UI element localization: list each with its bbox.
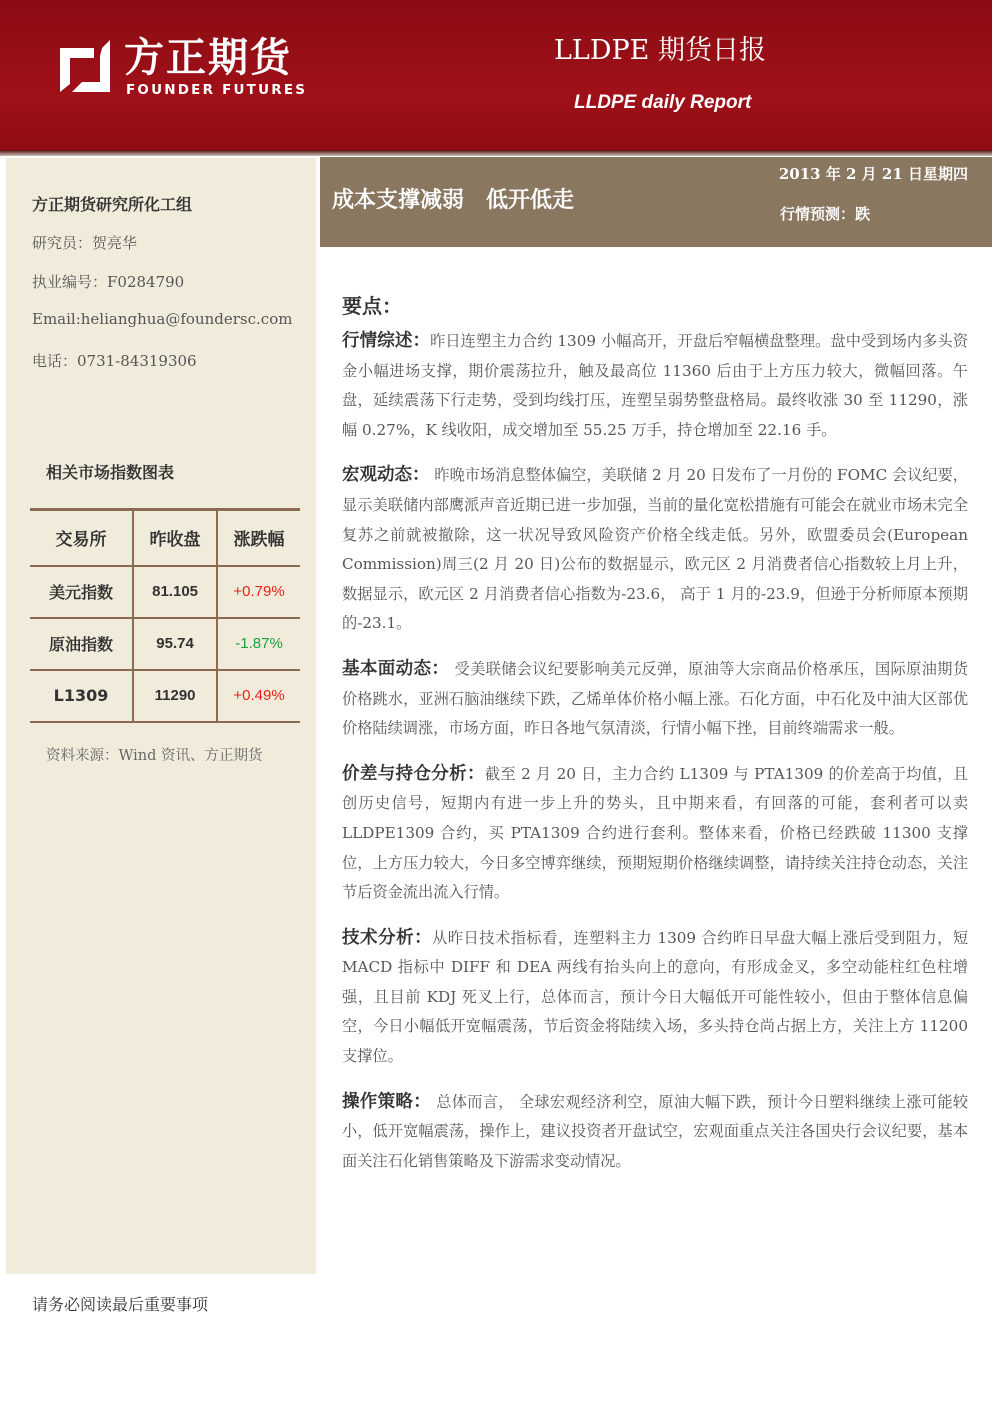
analyst-name: 研究员：贺亮华 [32,234,138,252]
index-change: -1.87% [235,635,283,652]
section-strategy [342,1088,968,1177]
market-index-title: 相关市场指数图表 [46,463,175,482]
table-row [30,566,300,618]
section-text: 受美联储会议纪要影响美元反弹，原油等大宗商品价格承压，国际原油期货价格跳水，亚洲石脑油继续下跌，乙烯单体价格小幅上涨。石化方面，中石化及中油大区部优价格陆续调涨，市场方面，昨日各地气氛清淡，行情小幅下挫，目前终端需求一般。 [342,659,969,738]
headline-part-2: 低开低走 [486,188,575,213]
section-technical [342,924,968,1072]
department-name: 方正期货研究所化工组 [32,195,193,214]
section-label: 操作策略： [342,1091,432,1112]
market-index-table [30,508,300,723]
founder-logo-icon [52,36,110,96]
market-forecast: 行情预测：跌 [780,205,871,223]
index-name: 原油指数 [30,618,133,670]
column-header: 涨跌幅 [233,530,285,551]
headline-band [320,157,992,247]
section-label: 基本面动态： [342,658,450,679]
section-text: 截至 2 月 20 日，主力合约 L1309 与 PTA1309 的价差高于均值，且创历史信号，短期内有进一步上升的势头，且中期来看，有回落的可能，套利者可以卖 LLDPE1309 合约，买 PTA1309 合约进行套利。整体来看，价格已经跌破 11300 支撑位，上方压力较大，今日多空博弈继续，预期短期价格继续调整，请持续关注持仓动态，关注节后资金流出流入行情。 [342,764,968,902]
index-close: 11290 [133,670,217,722]
logo-chinese-name: 方正期货 [124,35,292,81]
column-header: 昨收盘 [133,510,217,566]
table-header-row [30,510,300,566]
table-row [30,670,300,722]
disclaimer-notice: 请务必阅读最后重要事项 [32,1295,209,1314]
logo-english-name: FOUNDER FUTURES [126,82,308,98]
report-header [0,0,992,154]
index-close: 95.74 [133,618,217,670]
index-change: +0.79% [233,583,285,600]
header-divider [0,150,992,156]
analyst-email[interactable]: Email:helianghua@foundersc.com [32,310,293,328]
headline-part-1: 成本支撑减弱 [332,188,465,213]
column-header: 交易所 [30,510,133,566]
keypoints-heading: 要点： [342,294,402,318]
report-subtitle: LLDPE daily Report [574,92,752,113]
main-content [342,290,968,1192]
section-label: 宏观动态： [342,465,430,486]
sidebar [6,158,316,1274]
report-title: LLDPE 期货日报 [554,35,766,66]
section-macro [342,461,968,639]
index-name: L1309 [30,670,133,722]
license-number: 执业编号：F0284790 [32,273,185,291]
section-label: 技术分析： [342,927,433,948]
section-label: 行情综述： [342,331,431,351]
section-label: 价差与持仓分析： [342,763,485,784]
section-text: 昨晚市场消息整体偏空，美联储 2 月 20 日发布了一月份的 FOMC 会议纪要，显示美联储内部鹰派声音近期已进一步加强，当前的量化宽松措施有可能会在就业市场未完全复苏之前就被撤除，这一状况导致风险资产价格全线走低。另外，欧盟委员会(European Commission)周三(2 月 20 日)公布的数据显示，欧元区 2 月消费者信心指数较上月上升， 数据显示，欧元区 2 月消费者信心指数为-23.6， 高于 1 月的-23.9，但逊于分析师原本预期的-23.1。 [342,466,968,633]
index-change: +0.49% [233,687,285,704]
section-spread-position [342,760,968,908]
section-fundamentals [342,655,968,744]
report-date: 2013 年 2 月 21 日星期四 [778,165,968,183]
data-source: 资料来源：Wind 资讯、方正期货 [46,748,263,764]
table-row [30,618,300,670]
index-close: 81.105 [133,566,217,618]
section-text: 总体而言， 全球宏观经济利空，原油大幅下跌，预计今日塑料继续上涨可能较小，低开宽幅震荡，操作上，建议投资者开盘试空，宏观面重点关注各国央行会议纪要，基本面关注石化销售策略及下游需求变动情况。 [342,1092,969,1170]
index-name: 美元指数 [30,566,133,618]
section-text: 从昨日技术指标看，连塑料主力 1309 合约昨日早盘大幅上涨后受到阻力，短 MACD 指标中 DIFF 和 DEA 两线有抬头向上的意向，有形成金叉，多空动能柱红色柱增强，且目前 KDJ 死叉上行，总体而言，预计今日大幅低开可能性较小，但由于整体信息偏空，今日小幅低开宽幅震荡，节后资金将陆续入场，多头持仓尚占据上方，关注上方 11200 支撑位。 [342,928,969,1066]
headline [332,183,574,214]
analyst-phone: 电话：0731-84319306 [32,352,197,370]
section-text: 昨日连塑主力合约 1309 小幅高开，开盘后窄幅横盘整理。盘中受到场内多头资金小幅进场支撑，期价震荡拉升，触及最高位 11360 后由于上方压力较大，微幅回落。午盘，延续震荡下行走势，受到均线打压，连塑呈弱势整盘格局。最终收涨 30 至 11290，涨幅 0.27%，K 线收阳，成交增加至 55.25 万手，持仓增加至 22.16 手。 [342,332,969,439]
section-market-review [342,327,968,445]
company-logo [52,34,312,104]
